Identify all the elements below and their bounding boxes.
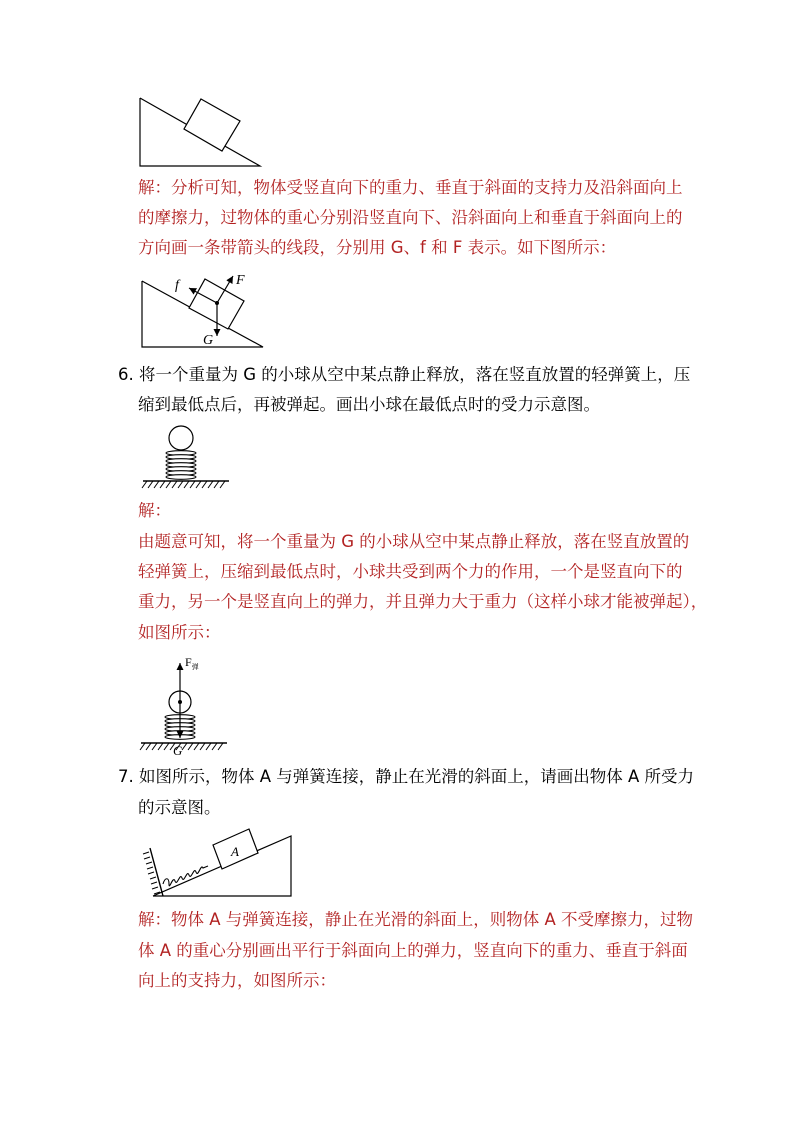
- answer5-line2: 的摩擦力，过物体的重心分别沿竖直向下、沿斜面向上和垂直于斜面向上的: [138, 208, 683, 227]
- label-F-spring: $F_弹$: [185, 655, 199, 671]
- answer6-line4: 重力，另一个是竖直向上的弹力，并且弹力大于重力（这样小球才能被弹起），: [138, 592, 708, 611]
- answer6-line2: 由题意可知，将一个重量为 G 的小球从空中某点静止释放，落在竖直放置的: [138, 532, 690, 551]
- question6-line1: 6. 将一个重量为 G 的小球从空中某点静止释放，落在竖直放置的轻弹簧上，压: [118, 365, 691, 384]
- question7-line2: 的示意图。: [138, 798, 221, 817]
- answer6-line1: 解：: [138, 501, 171, 520]
- label-f: f: [175, 278, 179, 293]
- answer6-line5: 如图所示：: [138, 623, 221, 642]
- label-G-2: G: [173, 743, 183, 758]
- label-G: G: [203, 333, 214, 348]
- question7-line1: 7. 如图所示，物体 A 与弹簧连接，静止在光滑的斜面上，请画出物体 A 所受力: [118, 767, 695, 786]
- answer7-line2: 体 A 的重心分别画出平行于斜面向上的弹力，竖直向下的重力、垂直于斜面: [138, 941, 688, 960]
- answer7-line1: 解：物体 A 与弹簧连接，静止在光滑的斜面上，则物体 A 不受摩擦力，过物: [138, 910, 694, 929]
- answer5-line1: 解：分析可知，物体受竖直向下的重力、垂直于斜面的支持力及沿斜面向上: [138, 178, 683, 197]
- answer7-line3: 向上的支持力，如图所示：: [138, 971, 336, 990]
- label-A: A: [231, 844, 239, 859]
- label-F: F: [236, 273, 245, 288]
- answer5-line3: 方向画一条带箭头的线段，分别用 G、f 和 F 表示。如下图所示：: [138, 238, 617, 257]
- answer6-line3: 轻弹簧上，压缩到最低点时，小球共受到两个力的作用，一个是竖直向下的: [138, 562, 683, 581]
- wall-hatch: [143, 848, 163, 896]
- question6-line2: 缩到最低点后，再被弹起。画出小球在最低点时的受力示意图。: [138, 395, 600, 414]
- spring-coil-7: [163, 866, 208, 886]
